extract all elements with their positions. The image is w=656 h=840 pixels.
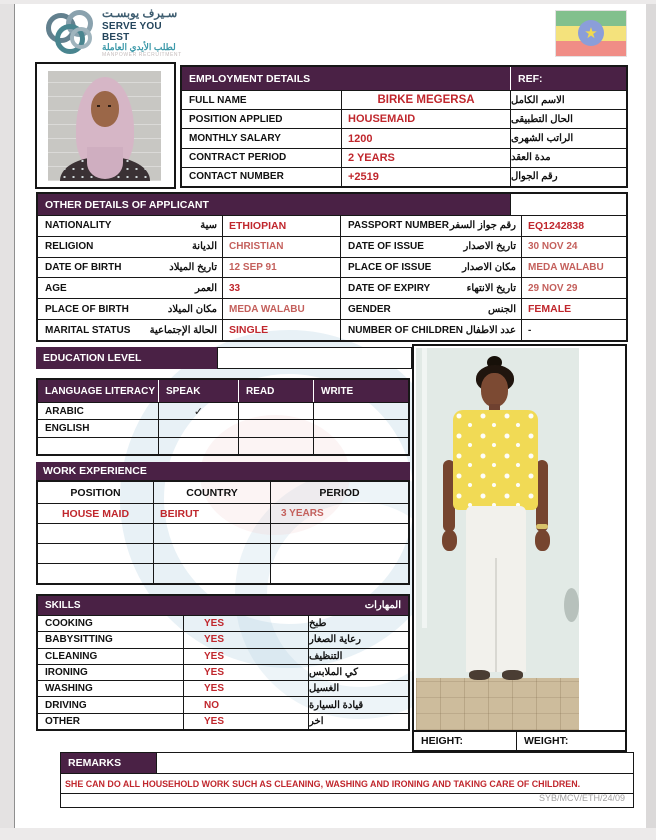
portrait-photo-frame (35, 62, 176, 189)
page-edge-bottom (0, 828, 656, 840)
field-label-arabic: الاسم الكامل (510, 91, 626, 109)
portrait-photo (48, 71, 161, 181)
skill-value: YES (183, 632, 308, 647)
logo-arabic-name: سـيرف يوبسـت (102, 8, 178, 20)
table-row (182, 148, 626, 167)
read-check (238, 403, 313, 419)
field-value: ETHIOPIAN (222, 216, 340, 236)
field-label-arabic: سية (200, 220, 217, 232)
col-country: COUNTRY (153, 482, 270, 503)
field-label (340, 278, 521, 298)
logo-english-tagline: MANPOWER RECRUITMENT (102, 51, 182, 58)
field-label-arabic: عدد الاطفال (465, 324, 516, 336)
field-label-arabic: تاريخ الميلاد (169, 262, 217, 274)
table-row (38, 664, 408, 680)
field-label-en: RELIGION (45, 241, 94, 253)
other-details-header-row (38, 194, 626, 215)
skill-label-arabic: كي الملابس (308, 665, 408, 680)
field-label-arabic: العمر (195, 282, 217, 294)
skills-title-arabic: المهارات (364, 600, 401, 611)
skill-label: WASHING (45, 683, 93, 695)
field-label-en: DATE OF BIRTH (45, 262, 122, 274)
field-value: HOUSEMAID (341, 110, 510, 128)
col-period: PERIOD (270, 482, 408, 503)
field-value: 30 NOV 24 (521, 237, 626, 257)
field-label-en: NUMBER OF CHILDREN (348, 324, 463, 336)
ethiopia-flag-icon (556, 11, 626, 56)
field-label-en: DATE OF ISSUE (348, 241, 424, 253)
work-country (153, 564, 270, 583)
document-code: SYB/MCV/ETH/24/09 (538, 793, 625, 803)
table-row (38, 298, 626, 319)
table-row (38, 648, 408, 664)
table-row (38, 277, 626, 298)
weight-label: WEIGHT: (516, 732, 625, 750)
face (91, 91, 119, 127)
work-country (153, 544, 270, 563)
work-period: 3 YEARS (270, 504, 408, 523)
field-label: CONTRACT PERIOD (189, 152, 287, 164)
education-level-value-box (217, 347, 412, 369)
globe-icon (44, 7, 100, 55)
field-value: 33 (222, 278, 340, 298)
field-value: 12 SEP 91 (222, 258, 340, 278)
work-period (270, 544, 408, 563)
field-label-en: AGE (45, 282, 67, 294)
field-label-arabic: تاريخ الاصدار (463, 241, 516, 253)
table-row (38, 215, 626, 236)
page-edge-top (0, 0, 656, 4)
work-experience-header: WORK EXPERIENCE (36, 462, 410, 480)
skill-value: YES (183, 649, 308, 664)
col-write: WRITE (313, 380, 408, 402)
remarks-title: REMARKS (61, 753, 157, 773)
work-position (38, 544, 153, 563)
language-literacy-table (36, 378, 410, 456)
field-label (340, 237, 521, 257)
field-label: CONTACT NUMBER (189, 171, 284, 183)
skill-label-arabic: طبخ (308, 616, 408, 631)
field-label-en: PLACE OF BIRTH (45, 303, 129, 315)
agency-logo (44, 7, 184, 57)
height-weight-row (414, 730, 625, 750)
door-edge (422, 348, 427, 628)
speak-check: ✓ (158, 403, 238, 419)
table-row (38, 402, 408, 419)
employment-details-table (180, 65, 628, 188)
field-label: MONTHLY SALARY (189, 133, 281, 144)
eye (97, 105, 100, 107)
work-experience-table (36, 480, 410, 585)
skill-label-arabic: قيادة السيارة (308, 697, 408, 712)
work-position (38, 564, 153, 583)
table-row (38, 696, 408, 712)
wall-fixture (564, 588, 579, 622)
field-label (340, 216, 521, 236)
field-label-en: PASSPORT NUMBER (348, 220, 449, 232)
table-row (38, 563, 408, 583)
speak-check (158, 438, 238, 454)
field-label (38, 320, 222, 340)
work-period (270, 564, 408, 583)
field-label (38, 299, 222, 319)
skill-value: YES (183, 616, 308, 631)
table-row (182, 109, 626, 128)
field-label-arabic: مدة العقد (510, 149, 626, 167)
skills-header-row (38, 596, 408, 615)
field-label (340, 258, 521, 278)
write-check (313, 420, 408, 436)
hijab-drape (87, 147, 123, 179)
field-label (340, 299, 521, 319)
field-label-arabic: الجنس (487, 303, 516, 315)
work-columns-row (38, 482, 408, 503)
write-check (313, 438, 408, 454)
field-label-en: PLACE OF ISSUE (348, 262, 432, 274)
skill-label-arabic: التنظيف (308, 649, 408, 664)
field-value: 2 YEARS (341, 149, 510, 167)
read-check (238, 420, 313, 436)
field-label-arabic: الحال التطبيقى (510, 110, 626, 128)
field-label (38, 258, 222, 278)
full-body-photo (416, 348, 579, 730)
table-row (38, 419, 408, 436)
speak-check (158, 420, 238, 436)
field-value: BIRKE MEGERSA (341, 91, 510, 109)
floor (416, 678, 579, 730)
field-label (38, 278, 222, 298)
field-value: CHRISTIAN (222, 237, 340, 257)
skill-label: BABYSITTING (45, 634, 113, 646)
ref-label: REF: (510, 67, 626, 90)
field-label: POSITION APPLIED (189, 113, 283, 125)
other-details-title: OTHER DETAILS OF APPLICANT (38, 194, 510, 215)
face (481, 373, 508, 407)
skill-label: COOKING (45, 618, 93, 630)
skill-label: IRONING (45, 666, 88, 678)
field-label-arabic: الحالة الإجتماعية (149, 324, 217, 336)
field-label-en: NATIONALITY (45, 220, 112, 232)
page-edge-left (0, 0, 14, 840)
full-body-photo-frame (412, 344, 627, 752)
table-row (38, 437, 408, 454)
table-row (38, 503, 408, 523)
skill-value: YES (183, 714, 308, 729)
hand (442, 530, 457, 551)
table-row (38, 680, 408, 696)
table-row (182, 167, 626, 186)
work-period (270, 524, 408, 543)
field-label: FULL NAME (189, 94, 247, 106)
field-value: FEMALE (521, 299, 626, 319)
language-name: ARABIC (45, 405, 84, 417)
field-label (38, 216, 222, 236)
field-value: EQ1242838 (521, 216, 626, 236)
education-level-header: EDUCATION LEVEL (36, 347, 217, 369)
remarks-text-row (61, 773, 633, 794)
height-label: HEIGHT: (421, 735, 463, 747)
skill-label: OTHER (45, 715, 80, 727)
work-position (38, 524, 153, 543)
skills-title: SKILLS (45, 600, 81, 611)
skill-label-arabic: رعاية الصغار (308, 632, 408, 647)
watch (536, 524, 548, 529)
col-position: POSITION (70, 486, 121, 499)
work-country (153, 524, 270, 543)
skills-table (36, 594, 410, 731)
field-label-en: DATE OF EXPIRY (348, 282, 431, 294)
skill-label-arabic: اخر (308, 714, 408, 729)
employment-details-title: EMPLOYMENT DETAILS (189, 72, 311, 85)
remarks-text: SHE CAN DO ALL HOUSEHOLD WORK SUCH AS CLEANING, WASHING AND IRONING AND TAKING CARE OF CHILDREN. (65, 778, 581, 789)
other-details-table (36, 192, 628, 342)
pants-seam (495, 558, 497, 672)
field-label (38, 237, 222, 257)
skill-value: NO (183, 697, 308, 712)
page-border-left (14, 0, 15, 840)
table-row (38, 523, 408, 543)
language-name (38, 438, 158, 454)
table-row (38, 257, 626, 278)
skill-label: DRIVING (45, 699, 87, 711)
field-value: 29 NOV 29 (521, 278, 626, 298)
field-label-arabic: مكان الاصدار (462, 262, 516, 274)
work-country: BEIRUT (153, 504, 270, 523)
page-edge-right (646, 0, 656, 840)
read-check (238, 438, 313, 454)
field-label-arabic: الديانة (191, 241, 217, 253)
field-value: SINGLE (222, 320, 340, 340)
write-check (313, 403, 408, 419)
table-row (38, 236, 626, 257)
shirt (453, 410, 538, 510)
foot (502, 670, 523, 680)
skill-value: YES (183, 665, 308, 680)
skill-label: CLEANING (45, 650, 98, 662)
employment-header-row (182, 67, 626, 90)
foot (469, 670, 490, 680)
header-spacer (510, 194, 626, 215)
field-label-arabic: رقم جواز السفر (449, 220, 516, 232)
logo-english-name: SERVE YOU BEST (102, 20, 162, 43)
field-label (340, 320, 521, 340)
table-row (38, 615, 408, 631)
skill-value: YES (183, 681, 308, 696)
table-row (182, 90, 626, 109)
flag-emblem: ★ (578, 20, 604, 46)
col-read: READ (238, 380, 313, 402)
language-header-row (38, 380, 408, 402)
table-row (38, 543, 408, 563)
table-row (38, 713, 408, 729)
field-label-en: GENDER (348, 303, 391, 315)
table-row (182, 128, 626, 147)
language-name: ENGLISH (45, 422, 90, 434)
field-label-arabic: رقم الجوال (510, 168, 626, 186)
field-value: - (521, 320, 626, 340)
col-speak: SPEAK (158, 380, 238, 402)
remarks-header-row (61, 753, 633, 773)
logo-arabic-tagline: لطلب الأيدي العاملة (102, 41, 176, 52)
language-literacy-title: LANGUAGE LITERACY (45, 385, 155, 397)
field-value: MEDA WALABU (222, 299, 340, 319)
field-value: +2519 (341, 168, 510, 186)
field-label-en: MARITAL STATUS (45, 324, 131, 336)
field-value: MEDA WALABU (521, 258, 626, 278)
eye (108, 105, 111, 107)
table-row (38, 631, 408, 647)
field-label-arabic: مكان الميلاد (167, 303, 217, 315)
field-label-arabic: تاريخ الانتهاء (466, 282, 516, 294)
table-row (38, 319, 626, 340)
hand (535, 530, 550, 551)
field-label-arabic: الراتب الشهرى (510, 129, 626, 147)
field-value: 1200 (341, 129, 510, 147)
work-position: HOUSE MAID (61, 507, 130, 520)
skill-label-arabic: الغسيل (308, 681, 408, 696)
